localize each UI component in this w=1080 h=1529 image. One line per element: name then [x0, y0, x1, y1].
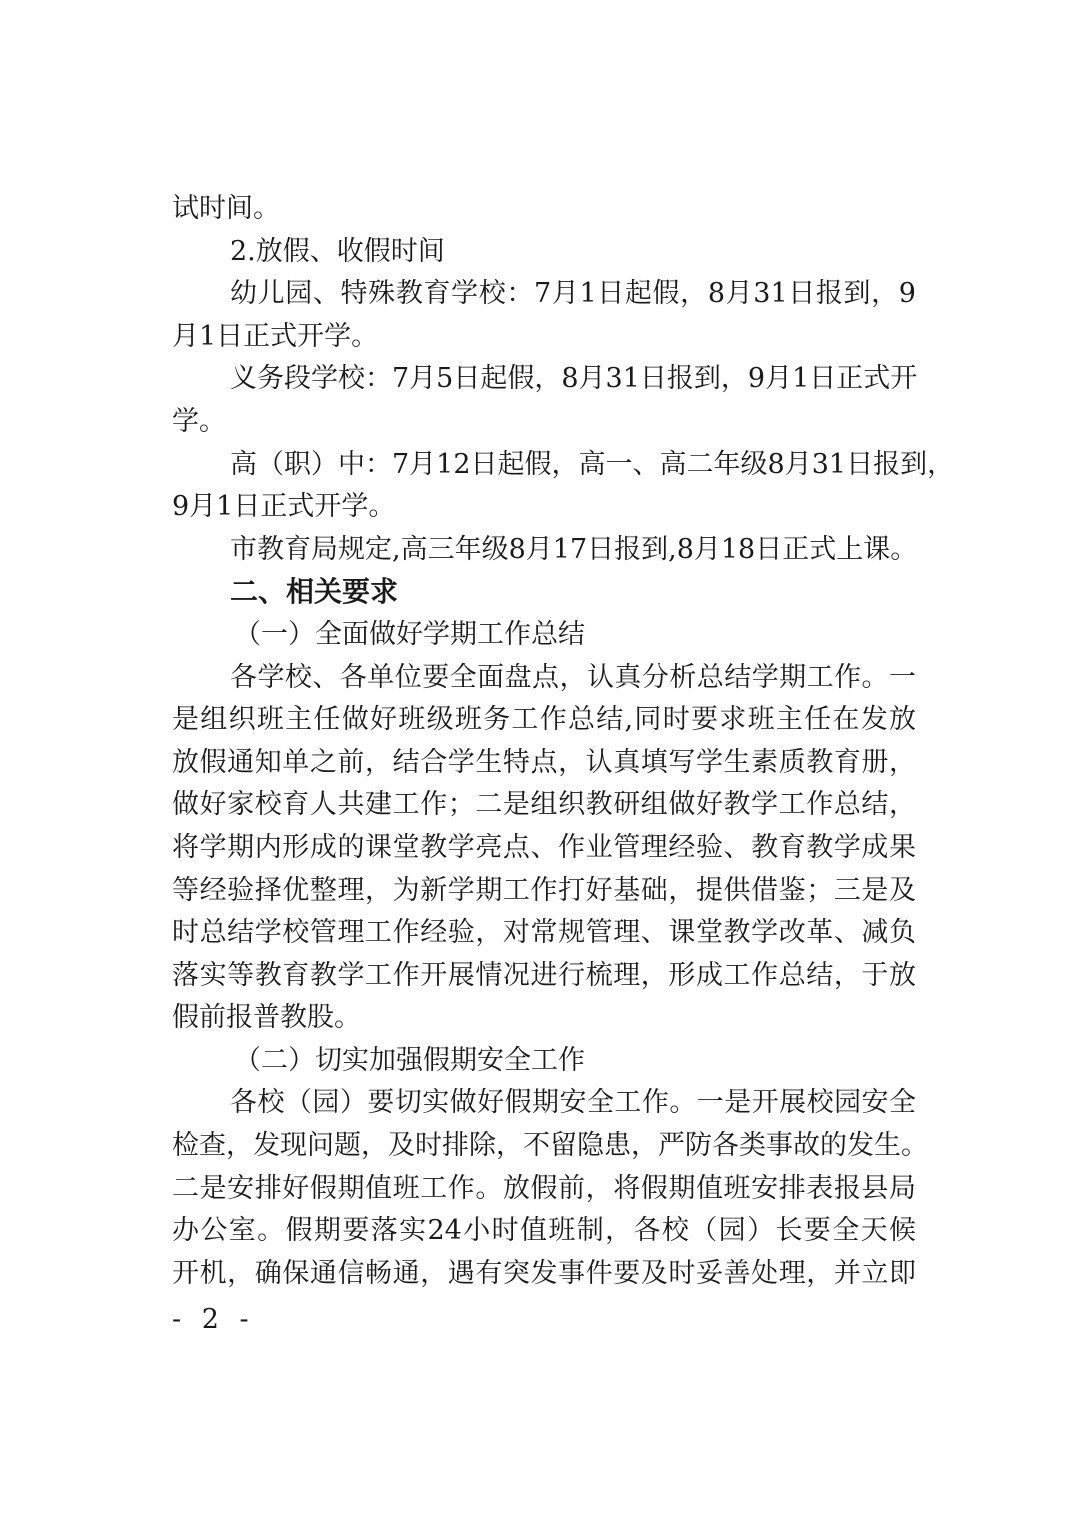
subsection-heading: （一）全面做好学期工作总结	[234, 618, 585, 650]
text-line: 是组织班主任做好班级班务工作总结,同时要求班主任在发放	[172, 704, 916, 736]
text-line: 将学期内形成的课堂教学亮点、作业管理经验、教育教学成果	[172, 831, 916, 863]
text-line: 试时间。	[172, 193, 280, 224]
text-line: 做好家校育人共建工作；二是组织教研组做好教学工作总结，	[172, 789, 916, 821]
text-line: 各校（园）要切实做好假期安全工作。一是开展校园安全	[230, 1087, 916, 1119]
section-heading: 二、相关要求	[230, 575, 399, 609]
text-line: 开机，确保通信畅通，遇有突发事件要及时妥善处理，并立即	[172, 1257, 916, 1289]
text-line: 落实等教育教学工作开展情况进行梳理，形成工作总结，于放	[172, 959, 916, 991]
text-line: 义务段学校：7月5日起假，8月31日报到，9月1日正式开	[230, 363, 918, 395]
text-line: 各学校、各单位要全面盘点，认真分析总结学期工作。一	[230, 661, 916, 693]
text-line: 幼儿园、特殊教育学校：7月1日起假，8月31日报到，9	[230, 278, 916, 310]
text-line: 学。	[172, 405, 226, 437]
text-line: 等经验择优整理，为新学期工作打好基础，提供借鉴；三是及	[172, 874, 916, 906]
text-line: 时总结学校管理工作经验，对常规管理、课堂教学改革、减负	[172, 917, 916, 949]
page-number: - 2 -	[172, 1304, 255, 1335]
section-subtitle: 2.放假、收假时间	[230, 235, 445, 267]
text-line: 市教育局规定,高三年级8月17日报到,8月18日正式上课。	[230, 533, 918, 565]
text-line: 放假通知单之前，结合学生特点，认真填写学生素质教育册，	[172, 746, 916, 778]
text-line: 高（职）中：7月12日起假，高一、高二年级8月31日报到，	[230, 448, 955, 480]
subsection-heading: （二）切实加强假期安全工作	[234, 1044, 585, 1076]
text-line: 二是安排好假期值班工作。放假前，将假期值班安排表报县局	[172, 1172, 916, 1204]
text-line: 办公室。假期要落实24小时值班制，各校（园）长要全天候	[172, 1215, 916, 1247]
text-line: 假前报普教股。	[172, 1002, 361, 1034]
text-line: 月1日正式开学。	[172, 320, 379, 352]
text-line: 检查，发现问题，及时排除，不留隐患，严防各类事故的发生。	[172, 1130, 928, 1162]
document-body	[172, 188, 955, 1295]
text-line: 9月1日正式开学。	[172, 491, 396, 523]
